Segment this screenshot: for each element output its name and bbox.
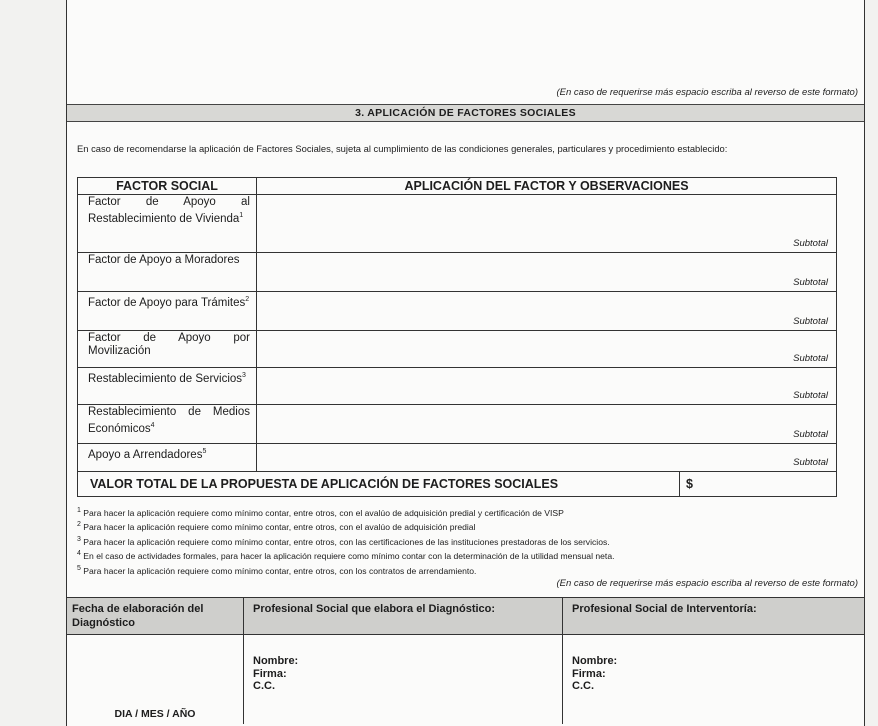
total-label: VALOR TOTAL DE LA PROPUESTA DE APLICACIÓN DE FACTORES SOCIALES [78,472,680,497]
signature-table [67,597,864,724]
factor-observation-field[interactable] [257,195,837,253]
footnote-ref: 2 [245,296,250,303]
subtotal-label: Subtotal [793,429,828,440]
factor-row [78,405,837,444]
firma-label: Firma: [572,667,606,680]
factor-row [78,331,837,368]
factor-observation-field[interactable] [257,405,837,444]
interventoria-header: Profesional Social de Interventoría: [572,603,757,615]
aplicacion-header: APLICACIÓN DEL FACTOR Y OBSERVACIONES [257,178,837,195]
footnote-ref: 1 [239,212,244,219]
firma-label: Firma: [253,667,287,680]
footnote-ref: 5 [202,448,207,455]
subtotal-label: Subtotal [793,316,828,327]
footnote [77,505,615,519]
factor-label: Factor de Apoyo por Movilización [88,332,250,357]
bottom-space-note: (En caso de requerirse más espacio escriba al reverso de este formato) [556,578,858,589]
factor-observation-field[interactable] [257,331,837,368]
subtotal-label: Subtotal [793,353,828,364]
factor-observation-field[interactable] [257,253,837,292]
factor-label: Factor de Apoyo para Trámites [88,296,246,309]
cc-label: C.C. [572,680,594,692]
factor-name [78,405,257,444]
footnote [77,519,615,533]
factor-label: Restablecimiento de Servicios [88,372,243,385]
date-header: Fecha de elaboración del Diagnóstico [72,603,204,629]
footnote [77,548,615,562]
footnote-number: 4 [77,550,81,558]
nombre-label: Nombre: [253,655,299,667]
footnote-text: Para hacer la aplicación requiere como mínimo contar, entre otros, con el avalúo de adquisición predial y certificación de VISP [83,507,564,518]
footnote-text: Para hacer la aplicación requiere como mínimo contar, entre otros, con el avalúo de adquisición predial [83,522,476,533]
factor-label: Restablecimiento de Medios Económicos [88,406,250,435]
cc-label: C.C. [253,680,275,692]
footnote-ref: 3 [242,372,246,379]
section-title: 3. APLICACIÓN DE FACTORES SOCIALES [67,104,864,122]
footnote [77,534,615,548]
factors-table [77,177,837,497]
factor-social-header: FACTOR SOCIAL [78,178,257,195]
factor-label: Apoyo a Arrendadores [88,448,203,461]
footnote-number: 2 [77,521,81,529]
total-value-field[interactable] [680,472,837,497]
date-format-label: DIA / MES / AÑO [114,708,196,720]
footnote-text: Para hacer la aplicación requiere como mínimo contar, entre otros, con las certificaciones de las instituciones prestadoras de los servicios. [83,536,610,547]
subtotal-label: Subtotal [793,390,828,401]
footnote-number: 3 [77,535,81,543]
footnote [77,563,615,577]
factor-name [78,195,257,253]
factor-observation-field[interactable] [257,368,837,405]
interventoria-fields[interactable] [572,655,617,693]
top-space-note: (En caso de requerirse más espacio escriba al reverso de este formato) [556,87,858,98]
factor-observation-field[interactable] [257,292,837,331]
factor-observation-field[interactable] [257,444,837,472]
footnote-number: 5 [77,564,81,572]
factor-row [78,195,837,253]
factor-row [78,444,837,472]
factor-name [78,444,257,472]
footnote-text: En el caso de actividades formales, para hacer la aplicación requiere como mínimo contar con la determinación de la utilidad mensual neta. [83,551,615,562]
social-professional-fields[interactable] [253,655,298,693]
footnotes [77,505,615,577]
factor-label: Factor de Apoyo a Moradores [88,254,240,266]
intro-text: En caso de recomendarse la aplicación de Factores Sociales, sujeta al cumplimiento de las condiciones generales, particulares y procedimiento establecido: [77,143,728,154]
factor-row [78,253,837,292]
factor-name [78,331,257,368]
subtotal-label: Subtotal [793,238,828,249]
factor-name [78,292,257,331]
factor-row [78,292,837,331]
subtotal-label: Subtotal [793,277,828,288]
subtotal-label: Subtotal [793,457,828,468]
factor-name [78,368,257,405]
factor-name [78,253,257,292]
factor-row [78,368,837,405]
factor-label: Factor de Apoyo al Restablecimiento de Vivienda [88,196,250,225]
social-professional-header: Profesional Social que elabora el Diagnóstico: [253,603,496,615]
nombre-label: Nombre: [572,655,618,667]
form-page [66,0,865,726]
footnote-ref: 4 [150,422,155,429]
footnote-number: 1 [77,507,81,514]
footnote-text: Para hacer la aplicación requiere como mínimo contar, entre otros, con los contratos de arrendamiento. [83,565,477,576]
currency-symbol: $ [686,477,693,491]
